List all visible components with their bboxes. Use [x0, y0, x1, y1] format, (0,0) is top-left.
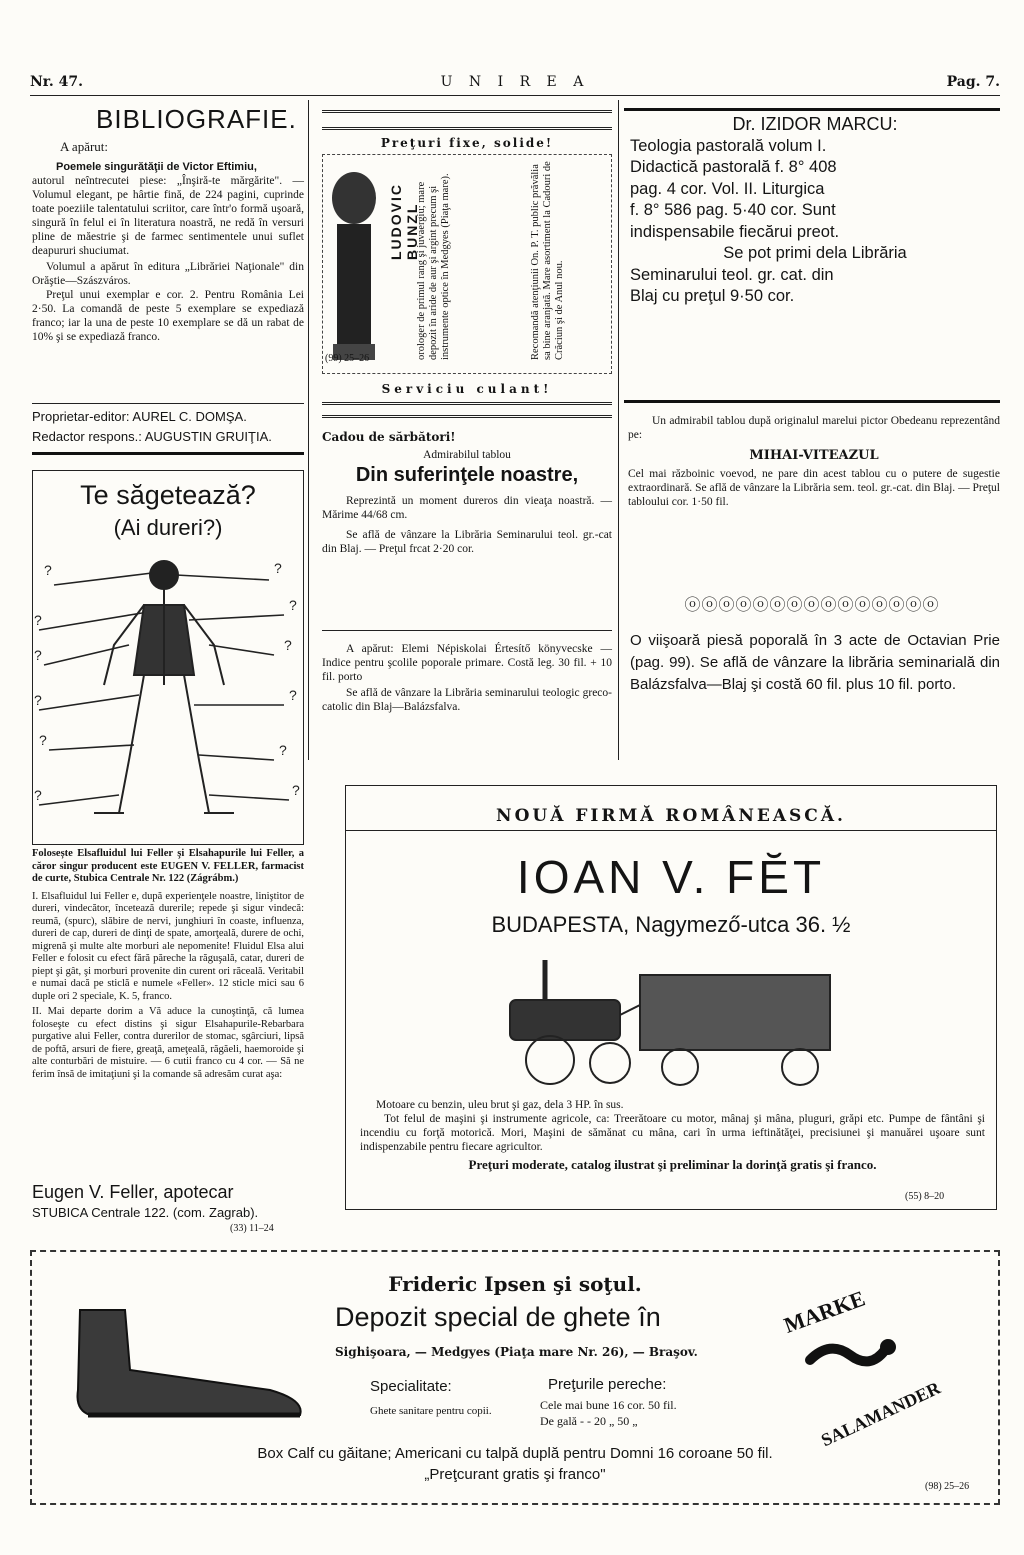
marcu-line-5: indispensabile fiecărui preot. — [630, 222, 840, 241]
svg-text:?: ? — [39, 732, 47, 748]
ipsen-depozit: Depozit special de ghete în — [335, 1302, 661, 1332]
rule — [32, 403, 304, 404]
rule — [322, 630, 612, 631]
fet-name: IOAN V. FĔT — [516, 851, 826, 903]
svg-text:?: ? — [289, 687, 297, 703]
marcu-line-2: Didactică pastorală f. 8° 408 — [630, 158, 837, 176]
ipsen-cities: Sighişoara, — Medgyes (Piaţa mare Nr. 26), — Braşov. — [335, 1345, 698, 1359]
marcu-line-6: Se pot primi dela Librăria — [723, 244, 907, 262]
page-header — [30, 74, 1000, 96]
marcu-line-4: f. 8° 586 pag. 5·40 cor. Sunt — [630, 201, 836, 219]
ipsen-title: Frideric Ipsen şi soţul. — [388, 1272, 642, 1296]
threshing-machine-illustration — [470, 945, 850, 1095]
mihai-desc: Cel mai războinic voevod, ne pare din acest tablou cu o putere de sugestie extraordinară. Se află de vânzare la Librăria sem. teol. gr.-cat. din Blaj. — Preţul tabloului cor. 1·50 fil. — [628, 468, 1000, 508]
svg-text:?: ? — [44, 562, 52, 578]
feller-headline: Te săgetează? — [80, 480, 256, 510]
feller-address: STUBICA Centrale 122. (com. Zagrab). — [32, 1205, 259, 1220]
book-price: Preţul unui exemplar e cor. 2. Pentru România Lei 2·50. La comandă de peste 5 exemplare se expediază franco; iar la una de peste 10 exemplare se dă un rabat de 10% şi se expediază franco. — [32, 289, 304, 343]
feller-body — [32, 848, 304, 1081]
svg-text:?: ? — [279, 742, 287, 758]
elemi-sale: Se află de vânzare la Librăria seminarului teologic greco-catolic din Blaj—Balázsfalva. — [322, 687, 612, 713]
shoe-illustration — [50, 1290, 320, 1430]
svg-text:?: ? — [289, 597, 297, 613]
marcu-ad — [630, 114, 1000, 308]
marcu-line-7: Seminarului teol. gr. cat. din — [630, 265, 834, 284]
tablou-sale: Se află de vânzare la Librăria Seminarului teol. gr.-cat din Blaj. — Preţul frcat 2·20 cor. — [322, 529, 612, 555]
tablou-lead: Admirabilul tablou — [423, 449, 511, 461]
bunzl-code: (99) 25–26 — [325, 353, 370, 364]
tablou-name: Din suferinţele noastre, — [355, 464, 579, 486]
elemi-ad — [322, 642, 612, 714]
ipsen-pricelist: „Preţcurant gratis şi franco" — [424, 1466, 606, 1483]
ipsen-specialty: Ghete sanitare pentru copii. — [370, 1405, 492, 1417]
marcu-author: Dr. IZIDOR MARCU: — [732, 114, 898, 134]
newspaper-title: U N I R E A — [440, 74, 590, 90]
rule — [345, 830, 997, 831]
mihai-ad — [628, 414, 1000, 509]
marcu-line-3: pag. 4 cor. Vol. II. Liturgica — [630, 179, 825, 198]
arrow-man-illustration — [34, 545, 302, 840]
svg-text:?: ? — [292, 782, 300, 798]
salamander-logo-icon — [770, 1285, 944, 1451]
feller-ad-code: (33) 11–24 — [230, 1223, 274, 1234]
bunzl-desc-2: Recomandă atenţiunii On. P. T. public prăvălia sa bine aranjată. Mare asortiment la Cadouri de Crăciun şi de Anul nou. — [530, 161, 565, 360]
editor-line: Redactor respons.: AUGUSTIN GRUIŢIA. — [32, 429, 272, 444]
bunzl-bottom-line: Serviciu culant! — [381, 382, 553, 396]
ipsen-code: (98) 25–26 — [925, 1481, 970, 1492]
bibliografie-body — [32, 160, 304, 344]
svg-text:MARKE: MARKE — [780, 1285, 869, 1338]
book-publisher: Volumul a apărut în editura „Librăriei Naţionale" din Orăştie—Szászváros. — [32, 261, 304, 287]
bunzl-ornament-top — [322, 110, 612, 130]
bunzl-figure-illustration — [325, 158, 383, 368]
issue-number: Nr. 47. — [30, 74, 83, 90]
fet-line-2: Tot felul de maşini şi instrumente agricole, ca: Treerătoare cu motor, mânaj şi mâna, pluguri, grăpi etc. Pumpe de fântâni şi incendiu cu forţă motorică. Mori, Maşini de sămănat cu mâna, cari în urma ieftinătăţei, precisiunei şi manuărei uşoare sunt indispenzabile pentru fiecare agricultor. — [360, 1113, 985, 1153]
feller-subhead: (Ai dureri?) — [113, 515, 223, 540]
rule-thick — [624, 108, 1000, 111]
rule-thick — [32, 452, 304, 455]
feller-lead: Folosește Elsafluidul lui Feller şi Elsahapurile lui Feller, a căror singur producent este EUGEN V. FELLER, farmacist de curte, Stubica Centrale Nr. 122 (Zágrábm.) — [32, 848, 304, 884]
fet-top-line: NOUĂ FIRMĂ ROMÂNEASCĂ. — [496, 806, 846, 826]
fet-body — [360, 1098, 985, 1172]
feller-signature: Eugen V. Feller, apotecar — [32, 1182, 234, 1202]
page-number: Pag. 7. — [946, 74, 1000, 90]
bunzl-name: LUDOVIC BUNZL — [388, 183, 420, 260]
owner-line: Proprietar-editor: AUREL C. DOMŞA. — [32, 409, 247, 424]
fet-code: (55) 8–20 — [905, 1191, 945, 1202]
book-description: autorul neîntrecutei piese: „Înşiră-te mărgărite". — Volumul elegant, pe hârtie fină, de 224 pagini, cuprinde toate poeziile talentatului scriitor, care într'o formă uşoară, singură în felul ei în literatura noastră, ne redă în versuri pline de măestrie şi de farmec sentimentele unui suflet deapururi shuciumat. — [32, 175, 304, 257]
ipsen-specialty-label: Specialitate: — [370, 1378, 452, 1395]
fet-address: BUDAPESTA, Nagymező-utca 36. ½ — [491, 912, 851, 937]
rule-thick — [624, 400, 1000, 403]
feller-para-2: II. Mai departe dorim a Vă aduce la cunoştinţă, că lumea foloseşte cu efect distins şi sigur Elsahapurile-Rebarbara purgative alui Feller, contra durerilor de stomac, sgârciuri, lipsă de poftă, arsuri de fiere, greaţă, ameţeală, răgăeli, haemoroide şi alte conturbări de mistuire. — 6 cutii franco cu 4 cor. — Să ne ferim însă de imitaţiuni şi la comande să adresăm curat aşa: — [32, 1006, 304, 1080]
aparut-label: A apărut: — [60, 139, 109, 154]
column-rule-2 — [618, 100, 619, 760]
feller-para-1: I. Elsafluidul lui Feller e, după experienţele noastre, liniştitor de dureri, vindecător, încetează durerile; repede şi sigur vindecă: reumă, (spurc), slăbire de nervi, junghiuri în coaste, influenza, dureri de cap, dureri de dinţi de spate, amorţeală, durere de ochi, migrenă şi multe alte morburi ale nepomenite! Fluidul Elsa alui Feller e folosit cu efect fără păreche la răguşală, catar, dureri de piept şi gât, şi morburi provenite din curent ori răceală. Veritabil e numai dacă pe sticlă e numele «Feller». 12 sticle mici sau 6 duple ori 2 speciale, K. 5, franco. — [32, 890, 304, 1002]
viisoara-ad: O viişoară piesă poporală în 3 acte de Octavian Prie (pag. 99). Se află de vânzare la librăria seminarială din Balázsfalva—Blaj şi costă 60 fil. plus 10 fil. porto. — [630, 632, 1000, 693]
ipsen-price-2: De gală - - 20 „ 50 „ — [540, 1414, 638, 1428]
bunzl-desc-1: orologer de primul rang şi juvaergiu; mare depozit în aride de aur şi argint precum şi instrumente optice în Medgyes (Piaţa mare). — [416, 173, 451, 360]
mihai-title: MIHAI-VITEAZUL — [749, 448, 879, 463]
svg-text:?: ? — [34, 692, 42, 708]
svg-text:?: ? — [34, 612, 42, 628]
ipsen-prices-label: Preţurile pereche: — [548, 1376, 667, 1393]
marcu-line-8: Blaj cu preţul 9·50 cor. — [630, 287, 795, 305]
marcu-line-1: Teologia pastorală volum I. — [630, 136, 827, 155]
mihai-lead: Un admirabil tablou după originalul marelui pictor Obedeanu reprezentând pe: — [628, 415, 1000, 441]
column-rule-1 — [308, 100, 309, 760]
svg-text:SALAMANDER: SALAMANDER — [817, 1377, 944, 1451]
svg-text:?: ? — [34, 647, 42, 663]
book-title: Poemele singurătăţii de Victor Eftimiu, — [56, 161, 257, 173]
fet-line-1: Motoare cu benzin, uleu brut şi gaz, dela 3 HP. în sus. — [376, 1099, 624, 1111]
ipsen-price-1: Cele mai bune 16 cor. 50 fil. — [540, 1398, 677, 1412]
ornament-row: ⓞⓞⓞⓞⓞⓞⓞⓞⓞⓞⓞⓞⓞⓞⓞ — [684, 595, 940, 614]
fet-line-3: Preţuri moderate, catalog ilustrat şi preliminar la dorinţă gratis şi franco. — [468, 1157, 877, 1172]
ipsen-box-calf: Box Calf cu găitane; Americani cu talpă duplă pentru Domni 16 coroane 50 fil. — [257, 1445, 773, 1462]
svg-text:?: ? — [274, 560, 282, 576]
svg-text:?: ? — [34, 787, 42, 803]
tablou-desc: Reprezintă un moment dureros din vieaţa noastră. — Mărime 44/68 cm. — [322, 495, 612, 521]
elemi-text: A apărut: Elemi Népiskolai Értesítő könyvecske — Indice pentru şcolile poporale primare. Costă leg. 30 fil. + 10 fil. porto — [322, 643, 612, 683]
bunzl-ornament-bottom — [322, 402, 612, 418]
svg-text:?: ? — [284, 637, 292, 653]
bibliografie-title: BIBLIOGRAFIE. — [96, 104, 297, 134]
tablou-title: Cadou de sărbători! — [322, 430, 456, 444]
bunzl-top-line: Preţuri fixe, solide! — [380, 136, 554, 150]
tablou-body — [322, 494, 612, 556]
